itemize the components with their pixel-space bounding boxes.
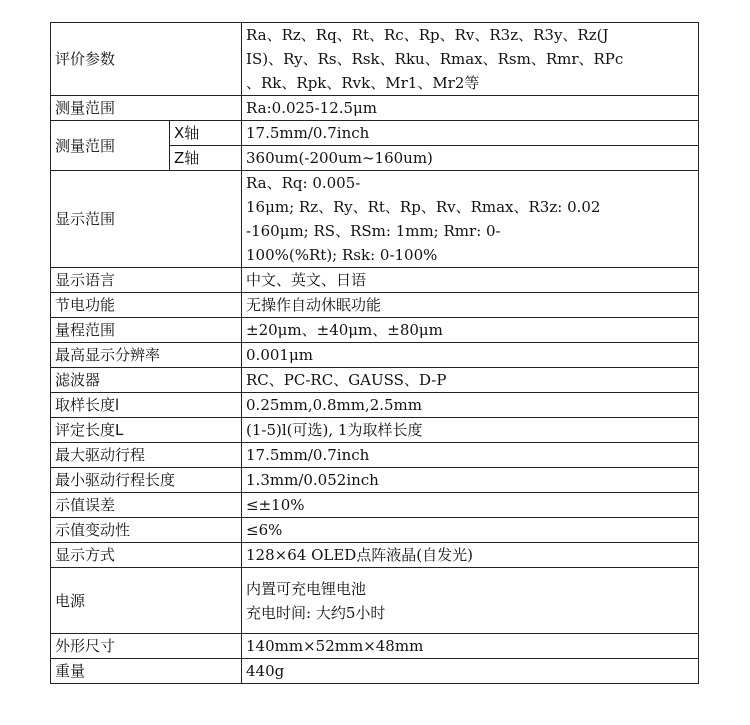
- row-label: 节电功能: [51, 293, 242, 318]
- row-value: RC、PC-RC、GAUSS、D-P: [242, 368, 699, 393]
- row-value: Ra、Rq: 0.005- 16μm; Rz、Ry、Rt、Rp、Rv、Rmax、R3z: 0.02 -160μm; RS、RSm: 1mm; Rmr: 0- 100%(%Rt); Rsk: 0-100%: [242, 171, 699, 268]
- row-value: 0.001μm: [242, 343, 699, 368]
- row-value: Ra:0.025-12.5μm: [242, 96, 699, 121]
- row-value: Ra、Rz、Rq、Rt、Rc、Rp、Rv、R3z、R3y、Rz(J IS)、Ry、Rs、Rsk、Rku、Rmax、Rsm、Rmr、RPc 、Rk、Rpk、Rvk、Mr1、Mr2等: [242, 23, 699, 96]
- row-label: 取样长度l: [51, 393, 242, 418]
- axis-label-x: X轴: [170, 121, 242, 146]
- row-value: 0.25mm,0.8mm,2.5mm: [242, 393, 699, 418]
- table-row: [51, 318, 699, 343]
- spec-table: [50, 22, 699, 684]
- row-label: 量程范围: [51, 318, 242, 343]
- row-label: 示值误差: [51, 493, 242, 518]
- table-row: [51, 268, 699, 293]
- row-label: 示值变动性: [51, 518, 242, 543]
- row-label: 测量范围: [51, 121, 170, 171]
- table-row: [51, 23, 699, 96]
- row-value: 128×64 OLED点阵液晶(自发光): [242, 543, 699, 568]
- row-value: 140mm×52mm×48mm: [242, 634, 699, 659]
- row-label: 重量: [51, 659, 242, 684]
- table-row: [51, 518, 699, 543]
- table-row: [51, 659, 699, 684]
- row-value: ≤±10%: [242, 493, 699, 518]
- table-row: [51, 293, 699, 318]
- row-value: 无操作自动休眠功能: [242, 293, 699, 318]
- row-label: 电源: [51, 568, 242, 634]
- table-row: [51, 634, 699, 659]
- row-value: 360um(-200um~160um): [242, 146, 699, 171]
- row-label: 测量范围: [51, 96, 242, 121]
- table-row: [51, 543, 699, 568]
- row-label: 外形尺寸: [51, 634, 242, 659]
- row-value: 1.3mm/0.052inch: [242, 468, 699, 493]
- row-value: 内置可充电锂电池 充电时间: 大约5小时: [242, 568, 699, 634]
- row-value: 17.5mm/0.7inch: [242, 443, 699, 468]
- row-value: 中文、英文、日语: [242, 268, 699, 293]
- table-row: [51, 171, 699, 268]
- table-row: [51, 418, 699, 443]
- row-label: 滤波器: [51, 368, 242, 393]
- row-label: 评价参数: [51, 23, 242, 96]
- row-value: ≤6%: [242, 518, 699, 543]
- row-label: 最小驱动行程长度: [51, 468, 242, 493]
- row-label: 最高显示分辨率: [51, 343, 242, 368]
- row-label: 评定长度L: [51, 418, 242, 443]
- row-value: 17.5mm/0.7inch: [242, 121, 699, 146]
- table-row: [51, 468, 699, 493]
- table-row: [51, 121, 699, 146]
- table-row: [51, 443, 699, 468]
- table-row: [51, 343, 699, 368]
- table-row: [51, 96, 699, 121]
- row-value: 440g: [242, 659, 699, 684]
- axis-label-z: Z轴: [170, 146, 242, 171]
- table-row: [51, 568, 699, 634]
- row-label: 显示方式: [51, 543, 242, 568]
- row-label: 显示语言: [51, 268, 242, 293]
- row-label: 显示范围: [51, 171, 242, 268]
- table-row: [51, 368, 699, 393]
- row-label: 最大驱动行程: [51, 443, 242, 468]
- row-value: (1-5)l(可选), 1为取样长度: [242, 418, 699, 443]
- row-value: ±20μm、±40μm、±80μm: [242, 318, 699, 343]
- table-row: [51, 393, 699, 418]
- table-row: [51, 493, 699, 518]
